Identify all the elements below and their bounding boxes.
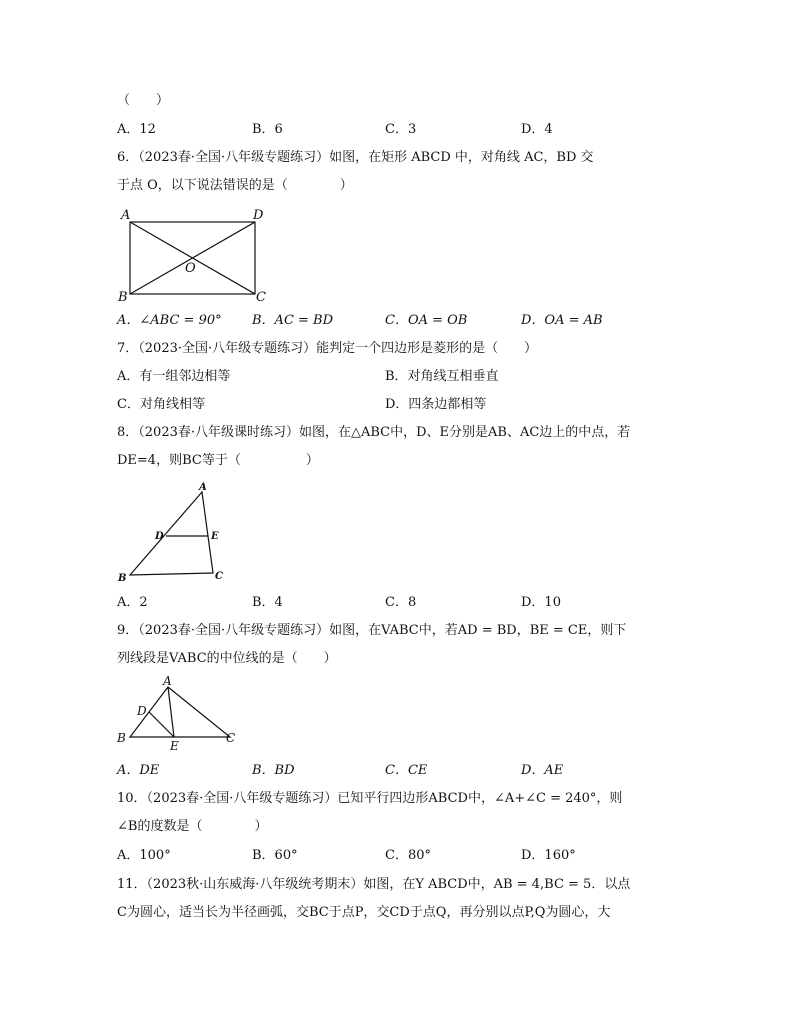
triangle-abc <box>130 492 213 575</box>
q9-stem-line1: 9．（2023春·全国·八年级专题练习）如图，在VABC中，若AD = BD，BE = CE，则下 <box>117 623 627 638</box>
label-e: E <box>211 531 219 542</box>
label-o: O <box>185 261 196 276</box>
q6-stem-line1: 6．（2023春·全国·八年级专题练习）如图，在矩形 ABCD 中，对角线 AC，BD 交 <box>117 150 594 165</box>
q10-option-d: D．160° <box>521 848 576 863</box>
label-d: D <box>155 531 164 542</box>
q9-option-d: D．AE <box>521 763 564 778</box>
q7-option-c: C．对角线相等 <box>117 397 205 412</box>
label-d: D <box>137 704 147 718</box>
q5-option-c: C．3 <box>385 122 417 137</box>
q11-stem-line2: C为圆心，适当长为半径画弧，交BC于点P，交CD于点Q，再分别以点P,Q为圆心，大 <box>117 905 611 920</box>
q10-stem-line2: ∠B的度数是（ ） <box>117 819 268 834</box>
q10-stem-line1: 10．（2023春·全国·八年级专题练习）已知平行四边形ABCD中，∠A+∠C = 240°，则 <box>117 791 623 806</box>
q7-option-d: D．四条边都相等 <box>385 397 487 412</box>
label-c: C <box>256 290 266 305</box>
q8-option-a: A．2 <box>117 595 148 610</box>
q7-option-b: B．对角线互相垂直 <box>385 369 499 384</box>
q7-stem: 7．（2023·全国·八年级专题练习）能判定一个四边形是菱形的是（ ） <box>117 341 538 356</box>
q9-option-a: A．DE <box>117 763 160 778</box>
q8-stem-line1: 8．（2023春·八年级课时练习）如图，在△ABC中，D、E分别是AB、AC边上的中点，若 <box>117 425 631 440</box>
q9-triangle-figure <box>115 672 245 752</box>
segment-ae <box>168 687 174 737</box>
label-c: C <box>215 571 223 582</box>
q10-option-c: C．80° <box>385 848 431 863</box>
label-c: C <box>226 731 236 745</box>
q5-option-a: A．12 <box>117 122 156 137</box>
q6-stem-line2: 于点 O，以下说法错误的是（ ） <box>117 178 353 193</box>
q9-option-b: B．BD <box>252 763 295 778</box>
q6-option-c: C．OA = OB <box>385 313 468 328</box>
q10-option-b: B．60° <box>252 848 298 863</box>
label-b: B <box>118 290 128 305</box>
q6-option-d: D．OA = AB <box>521 313 603 328</box>
q8-option-c: C．8 <box>385 595 417 610</box>
q5-bracket: （ ） <box>117 93 170 108</box>
q9-option-c: C．CE <box>385 763 428 778</box>
q8-stem-line2: DE=4，则BC等于（ ） <box>117 453 319 468</box>
q6-option-b: B．AC = BD <box>252 313 334 328</box>
label-d: D <box>253 208 264 223</box>
q5-option-b: B．6 <box>252 122 283 137</box>
label-a: A <box>199 482 207 493</box>
q6-rectangle-figure <box>115 205 275 305</box>
q9-stem-line2: 列线段是VABC的中位线的是（ ） <box>117 651 337 666</box>
label-b: B <box>117 731 126 745</box>
label-a: A <box>163 674 172 688</box>
q11-stem-line1: 11．（2023秋·山东威海·八年级统考期末）如图，在Y ABCD中，AB = 4,BC = 5．以点 <box>117 877 631 892</box>
label-b: B <box>118 573 127 584</box>
q6-option-a: A．∠ABC = 90° <box>117 313 222 328</box>
segment-de <box>149 712 174 737</box>
q8-option-b: B．4 <box>252 595 283 610</box>
q8-triangle-figure <box>115 480 235 590</box>
label-e: E <box>170 739 179 753</box>
q7-option-a: A．有一组邻边相等 <box>117 369 231 384</box>
q5-option-d: D．4 <box>521 122 553 137</box>
label-a: A <box>121 208 131 223</box>
q10-option-a: A．100° <box>117 848 171 863</box>
q8-option-d: D．10 <box>521 595 561 610</box>
